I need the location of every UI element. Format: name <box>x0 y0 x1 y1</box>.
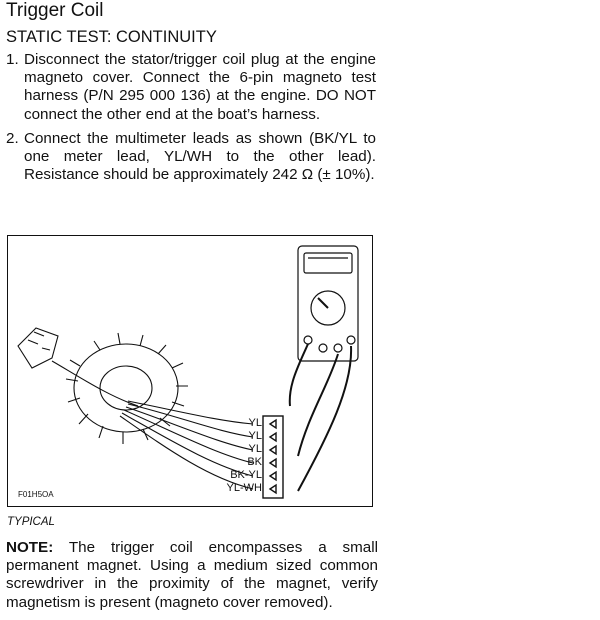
step-item <box>6 130 376 185</box>
step-number: 2. <box>6 129 19 147</box>
stator-icon <box>66 333 188 444</box>
harness-plug-icon <box>263 416 283 498</box>
wire-label: BK <box>247 456 262 468</box>
step-text: Connect the multimeter leads as shown (BK/YL to one meter lead, YL/WH to the other lead). Resistance should be approximately 242 Ω (± 10%). <box>24 129 376 184</box>
page-title: Trigger Coil <box>6 0 104 21</box>
step-number: 1. <box>6 51 19 68</box>
wiring-figure <box>7 235 373 507</box>
figure-code: F01H5OA <box>18 490 54 499</box>
step-text: Disconnect the stator/trigger coil plug at the engine magneto cover. Connect the 6-pin magneto test harness (P/N 295 000 136) at the engine. DO NOT connect the other end at the boat’s harness. <box>24 51 376 123</box>
multimeter-icon <box>298 246 358 361</box>
wire-label: YL <box>248 430 262 442</box>
wire-label: YL <box>248 417 262 429</box>
wire-label: YL-WH <box>226 482 262 494</box>
meter-leads-icon <box>290 344 351 491</box>
steps-list <box>6 51 376 190</box>
wire-label: BK-YL <box>230 469 262 481</box>
note-paragraph <box>6 539 378 612</box>
figure-caption: TYPICAL <box>7 516 55 528</box>
wire-label: YL <box>248 443 262 455</box>
note-text: The trigger coil encompasses a small permanent magnet. Using a medium sized common screwdriver in the proximity of the magnet, verify magnetism is present (magneto cover removed). <box>6 539 378 611</box>
step-item <box>6 51 376 124</box>
section-subtitle: STATIC TEST: CONTINUITY <box>6 28 217 46</box>
note-label: NOTE: <box>6 539 54 556</box>
stator-multimeter-illustration <box>8 236 373 507</box>
